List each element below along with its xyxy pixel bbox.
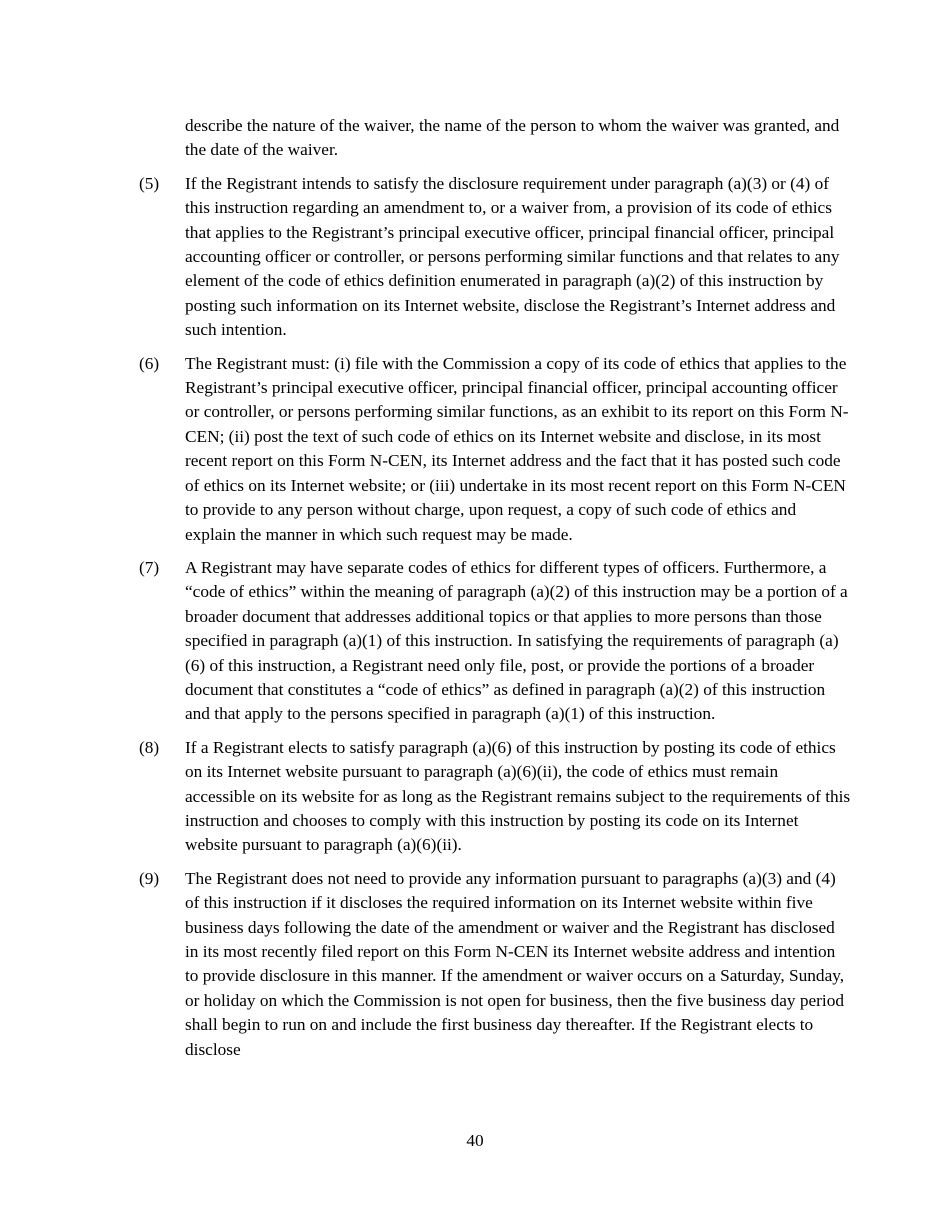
item-number: (8) <box>139 737 160 757</box>
page-number: 40 <box>466 1131 484 1150</box>
list-item <box>139 867 851 1062</box>
item-text: The Registrant does not need to provide any information pursuant to paragraphs (a)(3) and (4) of this instruction if it discloses the required information on its Internet website within five business days following the date of the amendment or waiver and the Registrant has disclosed in its most recently filed report on this Form N-CEN its Internet website address and intention to provide disclosure in this manner. If the amendment or waiver occurs on a Saturday, Sunday, or holiday on which the Commission is not open for business, then the five business day period shall begin to run on and include the first business day thereafter. If the Registrant elects to disclose <box>185 868 845 1059</box>
continuation-paragraph: describe the nature of the waiver, the name of the person to whom the waiver was granted, and the date of the waiver. <box>185 116 840 160</box>
list-item <box>139 352 851 547</box>
item-text: A Registrant may have separate codes of ethics for different types of officers. Furthermore, a “code of ethics” within the meaning of paragraph (a)(2) of this instruction may be a portion of a broader document that addresses additional topics or that applies to more persons than those specified in paragraph (a)(1) of this instruction. In satisfying the requirements of paragraph (a)(6) of this instruction, a Registrant need only file, post, or provide the portions of a broader document that constitutes a “code of ethics” as defined in paragraph (a)(2) of this instruction and that apply to the persons specified in paragraph (a)(1) of this instruction. <box>185 557 848 724</box>
item-number: (6) <box>139 353 160 373</box>
item-text: If the Registrant intends to satisfy the disclosure requirement under paragraph (a)(3) or (4) of this instruction regarding an amendment to, or a waiver from, a provision of its code of ethics that applies to the Registrant’s principal executive officer, principal financial officer, principal accounting officer or controller, or persons performing similar functions and that relates to any element of the code of ethics definition enumerated in paragraph (a)(2) of this instruction by posting such information on its Internet website, disclose the Registrant’s Internet address and such intention. <box>185 173 840 340</box>
list-item <box>139 556 851 727</box>
list-item <box>139 736 851 858</box>
list-item <box>139 172 851 343</box>
item-text: If a Registrant elects to satisfy paragraph (a)(6) of this instruction by posting its code of ethics on its Internet website pursuant to paragraph (a)(6)(ii), the code of ethics must remain accessible on its website for as long as the Registrant remains subject to the requirements of this instruction and chooses to comply with this instruction by posting its code on its Internet website pursuant to paragraph (a)(6)(ii). <box>185 737 851 855</box>
document-body <box>139 114 851 1071</box>
item-number: (7) <box>139 557 160 577</box>
item-number: (9) <box>139 868 160 888</box>
item-number: (5) <box>139 173 160 193</box>
item-text: The Registrant must: (i) file with the Commission a copy of its code of ethics that applies to the Registrant’s principal executive officer, principal financial officer, principal accounting officer or controller, or persons performing similar functions, as an exhibit to its report on this Form N-CEN; (ii) post the text of such code of ethics on its Internet website and disclose, in its most recent report on this Form N-CEN, its Internet address and the fact that it has posted such code of ethics on its Internet website; or (iii) undertake in its most recent report on this Form N-CEN to provide to any person without charge, upon request, a copy of such code of ethics and explain the manner in which such request may be made. <box>185 353 849 544</box>
